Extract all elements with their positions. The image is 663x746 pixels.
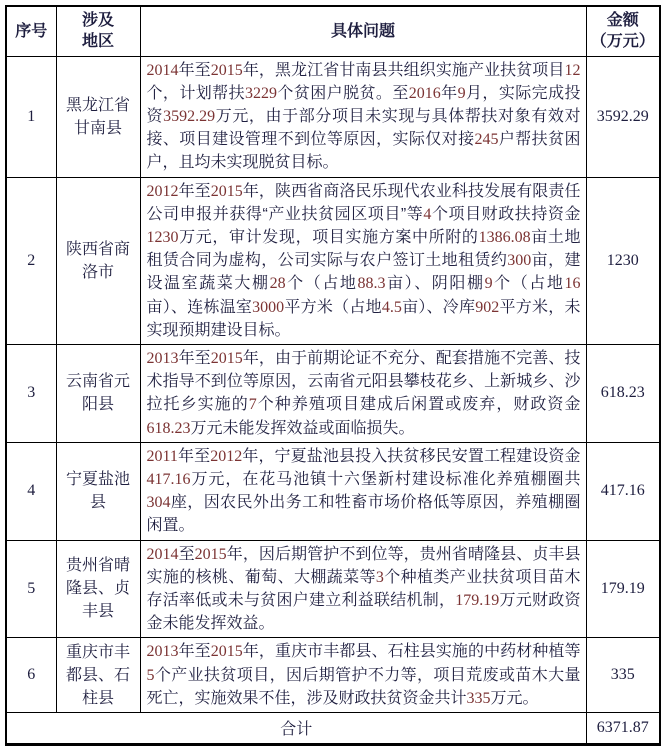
inline-number: 2015 (210, 349, 243, 367)
inline-number: 3592.29 (163, 107, 216, 125)
row-number-cell: 6 (6, 638, 56, 713)
inline-number: 28 (269, 275, 286, 293)
inline-number: 3000 (252, 298, 285, 316)
inline-number: 9 (484, 275, 493, 293)
table-row (6, 442, 660, 540)
inline-number: 2014 (146, 545, 179, 563)
inline-number: 417.16 (146, 470, 191, 488)
header-cell-region (56, 6, 140, 56)
inline-number: 12 (564, 61, 581, 79)
region-cell: 重庆市丰都县、石柱县 (56, 638, 140, 713)
amount-cell: 179.19 (586, 540, 660, 638)
amount-cell: 3592.29 (586, 56, 660, 177)
table-header-row (6, 6, 660, 56)
inline-number: 16 (564, 275, 581, 293)
header-label-region-line2: 地区 (81, 33, 114, 51)
inline-number: 2015 (194, 545, 227, 563)
header-cell-no (6, 6, 56, 56)
inline-number: 1386.08 (478, 228, 531, 246)
audit-findings-table (5, 5, 661, 746)
row-number-cell: 3 (6, 344, 56, 442)
header-cell-problem (140, 6, 586, 56)
region-cell: 云南省元阳县 (56, 344, 140, 442)
inline-number: 304 (146, 494, 171, 512)
inline-number: 300 (507, 252, 532, 270)
audit-findings-table-container (5, 5, 661, 746)
inline-number: 2015 (210, 182, 243, 200)
inline-number: 2012 (146, 182, 179, 200)
row-number-cell: 4 (6, 442, 56, 540)
region-cell: 贵州省晴隆县、贞丰县 (56, 540, 140, 638)
table-row (6, 540, 660, 638)
inline-number: 2011 (146, 447, 178, 465)
inline-number: 88.3 (357, 275, 386, 293)
header-label-region-line1: 涉及 (81, 12, 114, 30)
inline-number: 2012 (210, 447, 243, 465)
problem-cell: 2013年至2015年，重庆市丰都县、石柱县实施的中药材种植等5个产业扶贫项目，因后期管护不力等，项目荒废或苗木大量死亡，实施效果不佳，涉及财政扶贫资金共计335万元。 (140, 638, 586, 713)
total-label-cell: 合计 (6, 712, 586, 744)
inline-number: 1230 (146, 228, 179, 246)
row-number-cell: 5 (6, 540, 56, 638)
inline-number: 3229 (245, 84, 277, 102)
inline-number: 5 (146, 666, 155, 684)
problem-cell: 2012年至2015年，陕西省商洛民乐现代农业科技发展有限责任公司申报并获得“产业扶贫园区项目”等4个项目财政扶持资金1230万元，审计发现，项目实施方案中所附的1386.08亩土地租赁合同为虚构，公司实际与农户签订土地租赁约300亩，建设温室蔬菜大棚28个（占地88.3亩）、阴阳棚9个（占地16亩）、连栋温室3000平方米（占地4.5亩）、冷库902平方米，未实现预期建设目标。 (140, 177, 586, 344)
amount-cell: 1230 (586, 177, 660, 344)
total-amount-cell: 6371.87 (586, 712, 660, 744)
inline-number: 7 (248, 396, 257, 414)
problem-cell: 2011年至2012年，宁夏盐池县投入扶贫移民安置工程建设资金417.16万元，在花马池镇十六堡新村建设标准化养殖棚圈共304座，因农民外出务工和牲畜市场价格低等原因，养殖棚圈闲置。 (140, 442, 586, 540)
header-label-amount-line1: 金额 (606, 12, 639, 30)
region-cell: 陕西省商洛市 (56, 177, 140, 344)
inline-number: 9 (457, 84, 466, 102)
inline-number: 902 (475, 298, 500, 316)
row-number-cell: 2 (6, 177, 56, 344)
header-label-problem: 具体问题 (330, 22, 395, 40)
inline-number: 2015 (210, 61, 243, 79)
problem-cell: 2014年至2015年，黑龙江省甘南县共组织实施产业扶贫项目12个，计划帮扶3229个贫困户脱贫。至2016年9月，实际完成投资3592.29万元，由于部分项目未实现与具体帮扶对象有效对接、项目建设管理不到位等原因，实际仅对接245户帮扶贫困户，且均未实现脱贫目标。 (140, 56, 586, 177)
header-label-amount-line2: （万元） (590, 33, 655, 51)
table-row (6, 344, 660, 442)
problem-cell: 2013年至2015年，由于前期论证不充分、配套措施不完善、技术指导不到位等原因，云南省元阳县攀枝花乡、上新城乡、沙拉托乡实施的7个种养殖项目建成后闲置或废弃，财政资金618.23万元未能发挥效益或面临损失。 (140, 344, 586, 442)
region-cell: 黑龙江省甘南县 (56, 56, 140, 177)
inline-number: 335 (466, 689, 491, 707)
row-number-cell: 1 (6, 56, 56, 177)
header-cell-amount (586, 6, 660, 56)
inline-number: 2013 (146, 349, 179, 367)
inline-number: 618.23 (146, 419, 191, 437)
inline-number: 2016 (408, 84, 441, 102)
inline-number: 4.5 (381, 298, 402, 316)
inline-number: 245 (474, 131, 499, 149)
inline-number: 2014 (146, 61, 179, 79)
amount-cell: 417.16 (586, 442, 660, 540)
inline-number: 3 (375, 568, 384, 586)
table-total-row (6, 712, 660, 744)
header-label-no: 序号 (15, 22, 48, 40)
table-row (6, 56, 660, 177)
region-cell: 宁夏盐池县 (56, 442, 140, 540)
inline-number: 2013 (146, 643, 179, 661)
table-row (6, 177, 660, 344)
amount-cell: 618.23 (586, 344, 660, 442)
table-row (6, 638, 660, 713)
problem-cell: 2014至2015年，因后期管护不到位等，贵州省晴隆县、贞丰县实施的核桃、葡萄、大棚蔬菜等3个种植类产业扶贫项目苗木存活率低或未与贫困户建立利益联结机制，179.19万元财政资金未能发挥效益。 (140, 540, 586, 638)
amount-cell: 335 (586, 638, 660, 713)
inline-number: 2015 (210, 643, 243, 661)
inline-number: 179.19 (455, 591, 500, 609)
inline-number: 4 (423, 205, 432, 223)
